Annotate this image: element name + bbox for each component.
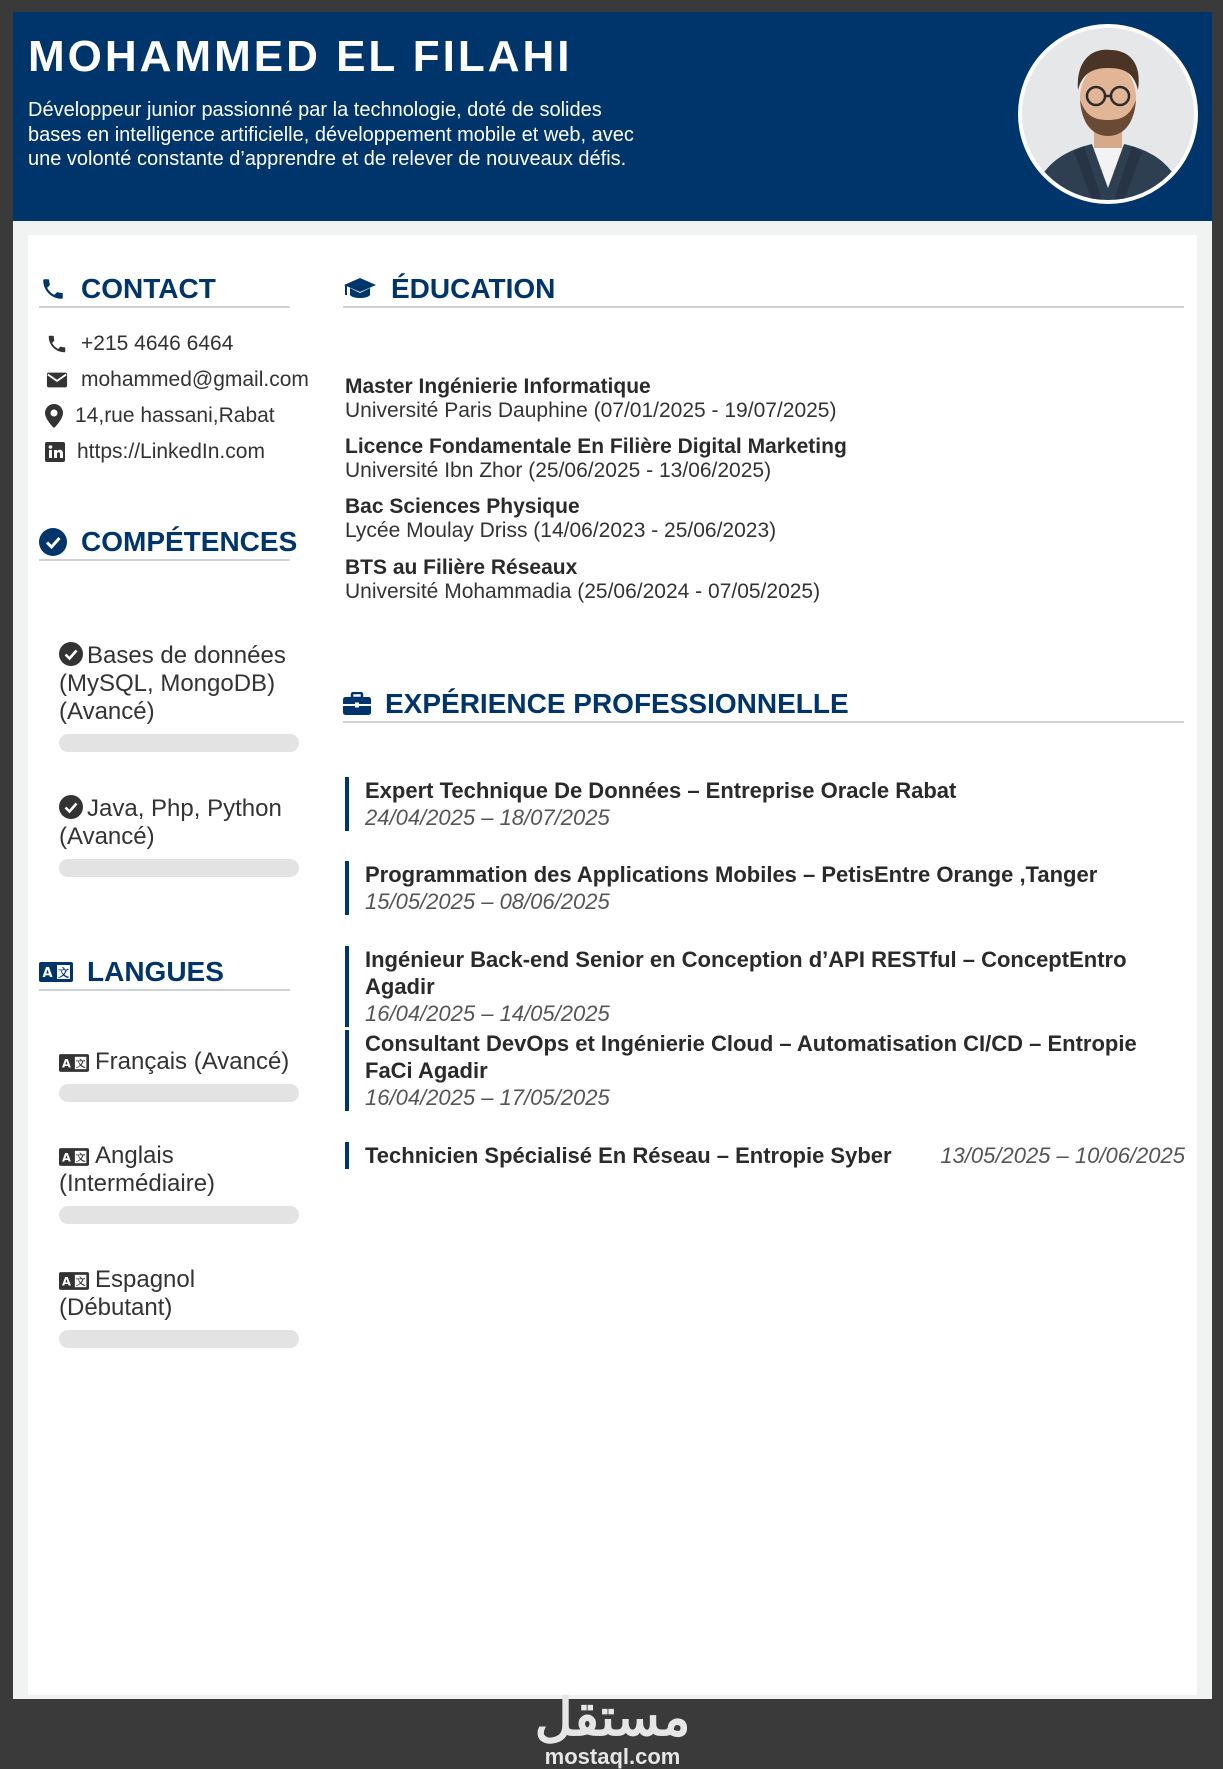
resume-body <box>28 235 1197 1769</box>
skill-label-row <box>59 642 304 726</box>
contact-title: CONTACT <box>81 273 216 304</box>
linkedin-icon <box>43 442 67 462</box>
language-item <box>59 1142 304 1224</box>
svg-text:A: A <box>62 1056 71 1071</box>
skill-item <box>59 795 304 877</box>
language-item <box>59 1048 304 1102</box>
watermark <box>28 1691 1197 1769</box>
contact-email <box>43 368 309 392</box>
skill-label-row <box>59 795 304 851</box>
svg-text:文: 文 <box>75 1276 86 1288</box>
check-circle-icon <box>39 528 67 556</box>
mail-icon <box>43 371 71 389</box>
skill-level-bar <box>59 734 299 752</box>
graduation-cap-icon <box>343 276 377 302</box>
contact-phone-value: +215 4646 6464 <box>81 332 234 355</box>
avatar <box>1018 24 1198 204</box>
experience-title-text: Technicien Spécialisé En Réseau – Entropie Syber <box>365 1143 892 1168</box>
svg-text:A: A <box>42 966 53 981</box>
languages-title: LANGUES <box>87 956 224 987</box>
education-school: Université Ibn Zhor (25/06/2025 - 13/06/2025) <box>345 459 772 482</box>
profile-summary: Développeur junior passionné par la technologie, doté de solides bases en intelligence artificielle, développement mobile et web, avec une volonté constante d’apprendre et de relever de nouveaux défis. <box>28 99 634 170</box>
language-label-row <box>59 1048 304 1076</box>
education-degree: Master Ingénierie Informatique <box>345 375 651 398</box>
experience-title-text: Consultant DevOps et Ingénierie Cloud – Automatisation CI/CD – Entropie FaCi Agadir <box>365 1031 1137 1083</box>
experience-title-text: Programmation des Applications Mobiles – PetisEntre Orange ,Tanger <box>365 862 1098 887</box>
education-title: ÉDUCATION <box>391 273 556 304</box>
skill-item <box>59 642 304 752</box>
contact-phone <box>43 332 233 356</box>
experience-title: EXPÉRIENCE PROFESSIONNELLE <box>385 688 849 719</box>
experience-date: 15/05/2025 – 08/06/2025 <box>365 889 610 914</box>
education-header <box>343 272 1184 308</box>
language-label: Espagnol (Débutant) <box>59 1266 196 1321</box>
skill-label: Java, Php, Python (Avancé) <box>59 795 282 850</box>
check-circle-icon <box>59 795 83 819</box>
language-label-row <box>59 1142 304 1198</box>
education-degree: Licence Fondamentale En Filière Digital Marketing <box>345 435 847 458</box>
language-item <box>59 1266 304 1348</box>
phone-icon <box>39 276 67 302</box>
language-level-bar <box>59 1206 299 1224</box>
education-degree: Bac Sciences Physique <box>345 495 580 518</box>
translate-icon <box>59 1148 89 1166</box>
skills-header <box>39 525 298 561</box>
experience-date: 13/05/2025 – 10/06/2025 <box>940 1143 1185 1168</box>
phone-icon <box>43 333 71 355</box>
briefcase-icon <box>343 692 371 716</box>
header-banner <box>13 12 1212 221</box>
language-label-row <box>59 1266 304 1322</box>
experience-title-text: Ingénieur Back-end Senior en Conception d’API RESTful – ConceptEntro Agadir <box>365 947 1127 999</box>
contact-address <box>43 404 275 428</box>
translate-icon <box>39 962 73 982</box>
candidate-name: MOHAMMED EL FILAHI <box>28 32 573 81</box>
language-label: Français (Avancé) <box>95 1048 290 1075</box>
svg-text:文: 文 <box>75 1058 86 1070</box>
location-icon <box>43 404 65 428</box>
languages-header <box>39 955 290 991</box>
experience-title-text: Expert Technique De Données – Entreprise Oracle Rabat <box>365 778 957 803</box>
profile-photo-icon <box>1022 28 1194 200</box>
experience-header <box>343 687 1184 723</box>
translate-icon <box>59 1272 89 1290</box>
education-item <box>345 435 847 483</box>
svg-text:文: 文 <box>58 966 69 980</box>
experience-item <box>345 1142 1185 1169</box>
experience-item <box>345 1030 1185 1111</box>
education-school: Lycée Moulay Driss (14/06/2023 - 25/06/2023) <box>345 519 777 542</box>
skill-level-bar <box>59 859 299 877</box>
translate-icon <box>59 1054 89 1072</box>
education-degree: BTS au Filière Réseaux <box>345 556 578 579</box>
experience-date: 24/04/2025 – 18/07/2025 <box>365 805 610 830</box>
svg-text:文: 文 <box>75 1152 86 1164</box>
contact-linkedin-value[interactable]: https://LinkedIn.com <box>77 440 265 463</box>
svg-text:A: A <box>62 1150 71 1165</box>
education-school: Université Mohammadia (25/06/2024 - 07/05/2025) <box>345 580 821 603</box>
contact-address-value: 14,rue hassani,Rabat <box>75 404 275 427</box>
check-circle-icon <box>59 642 83 666</box>
skill-label: Bases de données (MySQL, MongoDB) (Avancé) <box>59 642 286 725</box>
watermark-latin: mostaql.com <box>544 1744 681 1769</box>
contact-email-value: mohammed@gmail.com <box>81 368 309 391</box>
experience-item <box>345 946 1185 1027</box>
watermark-arabic: مستقل <box>534 1689 691 1747</box>
language-level-bar <box>59 1330 299 1348</box>
experience-date: 16/04/2025 – 14/05/2025 <box>365 1001 610 1026</box>
education-item <box>345 375 836 423</box>
education-item <box>345 556 820 604</box>
language-level-bar <box>59 1084 299 1102</box>
experience-item <box>345 861 1185 915</box>
experience-item <box>345 777 1185 831</box>
language-label: Anglais (Intermédiaire) <box>59 1142 216 1197</box>
experience-date: 16/04/2025 – 17/05/2025 <box>365 1085 610 1110</box>
contact-header <box>39 272 290 308</box>
skills-title: COMPÉTENCES <box>81 526 298 557</box>
education-school: Université Paris Dauphine (07/01/2025 - 19/07/2025) <box>345 399 837 422</box>
svg-text:A: A <box>62 1274 71 1289</box>
education-item <box>345 495 776 543</box>
contact-linkedin <box>43 440 265 464</box>
resume-page <box>13 12 1212 1769</box>
